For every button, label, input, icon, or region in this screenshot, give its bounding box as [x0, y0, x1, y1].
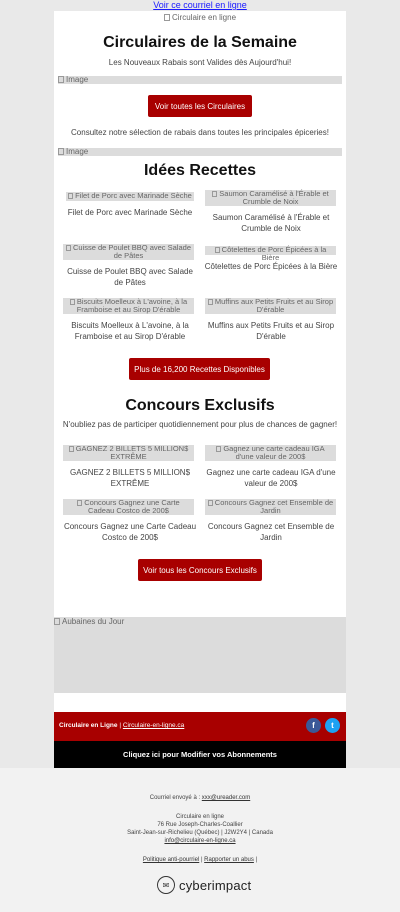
sent-to-label: Courriel envoyé à : [149, 795, 201, 801]
recipe-caption[interactable]: Cuisse de Poulet BBQ avec Salade de Pâtes [67, 267, 193, 287]
recipe-image[interactable]: Biscuits Moelleux à L'avoine, à la Framboise et au Sirop D'érable [63, 298, 194, 314]
recipe-caption[interactable]: Saumon Caramélisé à l'Érable et Crumble de Noix [212, 213, 330, 233]
recipes-title: Idées Recettes [143, 162, 257, 179]
broken-image-icon [216, 446, 221, 452]
logo-image[interactable] [164, 13, 236, 22]
view-all-contests-button[interactable]: Voir tous les Concours Exclusifs [138, 559, 262, 581]
twitter-icon[interactable]: t [325, 718, 340, 733]
contest-caption[interactable]: Concours Gagnez une Carte Cadeau Costco de 200$ [63, 522, 197, 542]
cyberimpact-icon: ✉ [157, 876, 175, 894]
legal-separator: | [200, 857, 203, 863]
contests-subtitle: N'oubliez pas de participer quotidiennement pour plus de chances de gagner! [62, 420, 338, 429]
daily-deals-image[interactable]: Aubaines du Jour [54, 617, 346, 693]
broken-image-icon [77, 500, 82, 506]
recipe-image[interactable]: Muffins aux Petits Fruits et au Sirop D'érable [205, 298, 336, 314]
broken-image-icon [215, 247, 220, 253]
company-name: Circulaire en ligne [175, 814, 225, 820]
recipe-image[interactable]: Cuisse de Poulet BBQ avec Salade de Pâtes [63, 244, 194, 260]
contest-image[interactable]: GAGNEZ 2 BILLETS 5 MILLION$ EXTRÊME [63, 445, 194, 461]
circulars-title: Circulaires de la Semaine [103, 34, 297, 51]
contest-image[interactable]: Concours Gagnez une Carte Cadeau Costco de 200$ [63, 499, 194, 515]
legal-links [0, 856, 400, 864]
contact-email-line [0, 837, 400, 845]
recipe-image[interactable]: Filet de Porc avec Marinade Sèche [66, 192, 194, 201]
contest-caption[interactable]: Gagnez une carte cadeau IGA d'une valeur de 200$ [206, 468, 336, 488]
manage-subscriptions-link[interactable]: Cliquez ici pour Modifier vos Abonnements [54, 741, 346, 768]
broken-image-icon [70, 299, 75, 305]
report-abuse-link[interactable]: Rapporter un abus [204, 857, 254, 863]
address-line-1: 76 Rue Joseph-Charles-Coallier [157, 822, 243, 828]
sent-to-line [0, 794, 400, 802]
broken-image-icon [212, 191, 217, 197]
cyberimpact-logo[interactable] [157, 876, 251, 894]
anti-spam-policy-link[interactable]: Politique anti-pourriel [142, 857, 200, 863]
broken-image-icon [58, 148, 64, 155]
view-all-circulars-button[interactable]: Voir toutes les Circulaires [148, 95, 252, 117]
recipe-image[interactable]: Côtelettes de Porc Épicées à la Bière [205, 246, 336, 255]
footer-brand-name: Circulaire en Ligne [59, 722, 118, 729]
facebook-icon[interactable]: f [306, 718, 321, 733]
circulars-banner-image[interactable]: Image [58, 76, 342, 84]
contact-email-link[interactable]: info@circulaire-en-ligne.ca [164, 838, 236, 844]
contest-image[interactable]: Concours Gagnez cet Ensemble de Jardin [205, 499, 336, 515]
footer-site-link[interactable]: Circulaire-en-ligne.ca [122, 722, 185, 729]
broken-image-icon [164, 14, 170, 21]
recipe-caption[interactable]: Muffins aux Petits Fruits et au Sirop D'érable [207, 321, 335, 341]
view-online-link[interactable]: Voir ce courriel en ligne [153, 0, 247, 10]
footer-brand-bar [54, 712, 346, 741]
cyberimpact-name: cyberimpact [179, 877, 252, 893]
circulars-description: Consultez notre sélection de rabais dans toutes les principales épiceries! [71, 128, 329, 137]
recipe-caption[interactable]: Côtelettes de Porc Épicées à la Bière [204, 262, 338, 271]
circulars-secondary-image[interactable]: Image [58, 148, 342, 156]
contest-caption[interactable]: Concours Gagnez cet Ensemble de Jardin [207, 522, 335, 542]
email-card [54, 11, 346, 712]
recipe-image[interactable]: Saumon Caramélisé à l'Érable et Crumble de Noix [205, 190, 336, 206]
broken-image-icon [54, 618, 60, 625]
broken-image-icon [68, 193, 73, 199]
footer-brand [59, 722, 184, 729]
address-line-2: Saint-Jean-sur-Richelieu (Québec) | J2W2Y4 | Canada [127, 830, 273, 836]
circulars-subtitle: Les Nouveaux Rabais sont Valides dès Aujourd'hui! [108, 58, 292, 67]
recipe-caption[interactable]: Biscuits Moelleux à L'avoine, à la Framboise et au Sirop D'érable [71, 321, 189, 341]
contests-title: Concours Exclusifs [125, 397, 275, 414]
recipe-caption[interactable]: Filet de Porc avec Marinade Sèche [67, 208, 193, 217]
logo-alt-text: Circulaire en ligne [172, 13, 237, 22]
sent-to-email-link[interactable]: xxx@ureader.com [201, 795, 251, 801]
contest-caption[interactable]: GAGNEZ 2 BILLETS 5 MILLION$ EXTRÊME [69, 468, 191, 488]
broken-image-icon [69, 446, 74, 452]
broken-image-icon [208, 299, 213, 305]
legal-trailing-separator: | [255, 857, 258, 863]
broken-image-icon [208, 500, 213, 506]
contest-image[interactable]: Gagnez une carte cadeau IGA d'une valeur de 200$ [205, 445, 336, 461]
footer-separator: | [119, 722, 122, 729]
broken-image-icon [58, 76, 64, 83]
more-recipes-button[interactable]: Plus de 16,200 Recettes Disponibles [129, 358, 270, 380]
broken-image-icon [66, 245, 71, 251]
